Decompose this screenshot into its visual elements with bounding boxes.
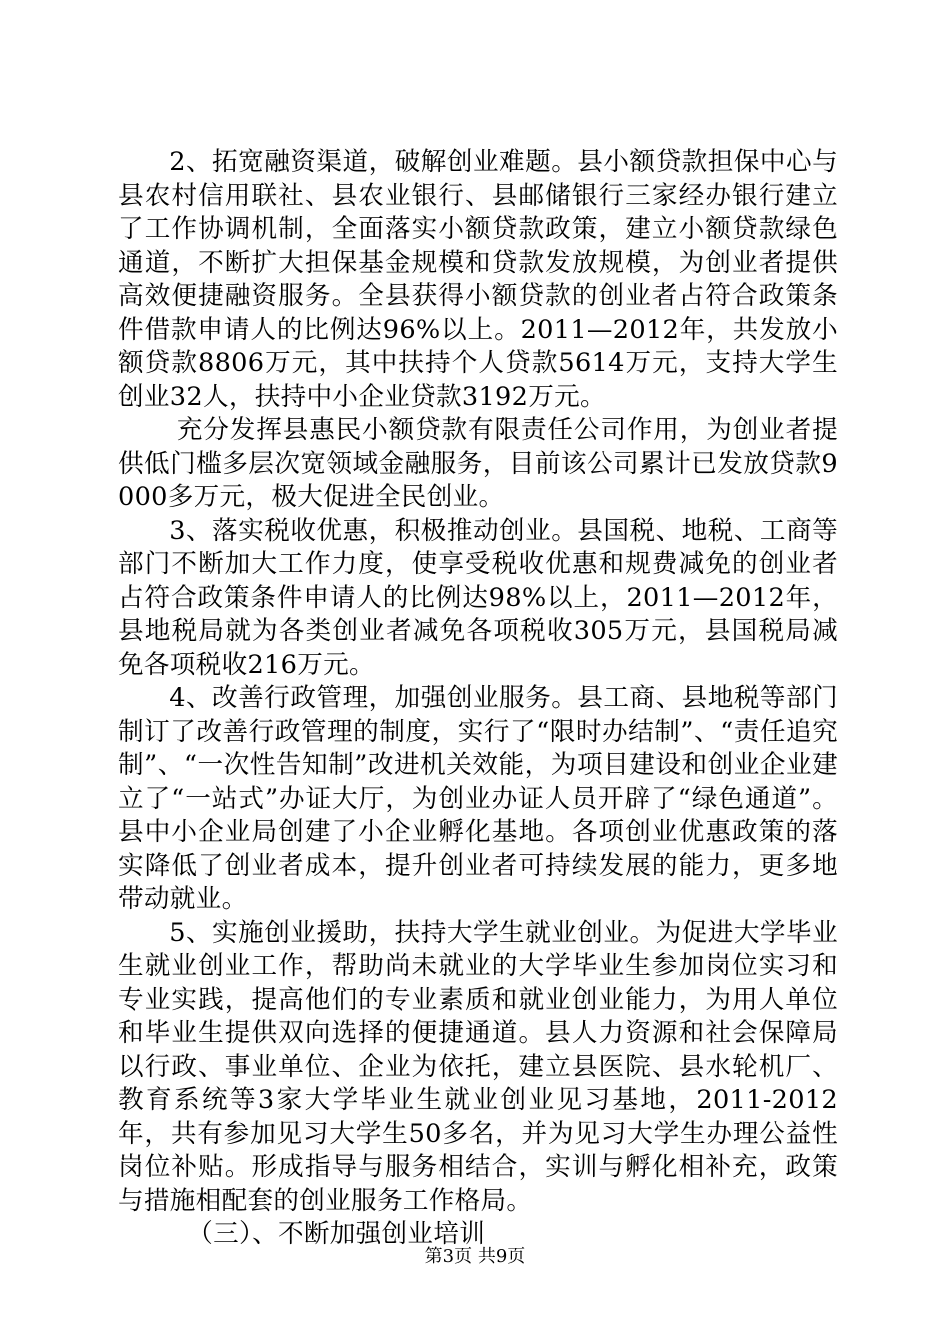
paragraph-graduate-support: 5、实施创业援助，扶持大学生就业创业。为促进大学毕业生就业创业工作，帮助尚未就业的大学毕业生参加岗位实习和专业实践，提高他们的专业素质和就业创业能力，为用人单位和毕业生提供双向选择的便捷通道。县人力资源和社会保障局以行政、事业单位、企业为依托，建立县医院、县水轮机厂、教育系统等3家大学毕业生就业创业见习基地，2011-2012年，共有参加见习大学生50多名，并为见习大学生办理公益性岗位补贴。形成指导与服务相结合，实训与孵化相补充，政策与措施相配套的创业服务工作格局。 xyxy=(118,917,838,1216)
paragraph-financing: 2、拓宽融资渠道，破解创业难题。县小额贷款担保中心与县农村信用联社、县农业银行、县邮储银行三家经办银行建立了工作协调机制，全面落实小额贷款政策，建立小额贷款绿色通道，不断扩大担保基金规模和贷款发放规模，为创业者提供高效便捷融资服务。全县获得小额贷款的创业者占符合政策条件借款申请人的比例达96%以上。2011—2012年，共发放小额贷款8806万元，其中扶持个人贷款5614万元，支持大学生创业32人，扶持中小企业贷款3192万元。 xyxy=(118,147,838,412)
page-footer xyxy=(0,1245,950,1269)
section-heading-training: （三）、不断加强创业培训 xyxy=(187,1219,486,1249)
body-text xyxy=(118,146,838,1252)
paragraph-microloan-company: 充分发挥县惠民小额贷款有限责任公司作用，为创业者提供低门槛多层次宽领域金融服务，目前该公司累计已发放贷款9000多万元，极大促进全民创业。 xyxy=(118,415,838,512)
paragraph-tax-incentives: 3、落实税收优惠，积极推动创业。县国税、地税、工商等部门不断加大工作力度，使享受税收优惠和规费减免的创业者占符合政策条件申请人的比例达98%以上，2011—2012年，县地税局就为各类创业者减免各项税收305万元，县国税局减免各项税收216万元。 xyxy=(118,515,838,680)
page-number-label: 第3页 共9页 xyxy=(424,1246,526,1267)
paragraph-administration: 4、改善行政管理，加强创业服务。县工商、县地税等部门制订了改善行政管理的制度，实行了“限时办结制”、“责任追究制”、“一次性告知制”改进机关效能，为项目建设和创业企业建立了“一站式”办证大厅，为创业办证人员开辟了“绿色通道”。县中小企业局创建了小企业孵化基地。各项创业优惠政策的落实降低了创业者成本，提升创业者可持续发展的能力，更多地带动就业。 xyxy=(118,683,838,914)
